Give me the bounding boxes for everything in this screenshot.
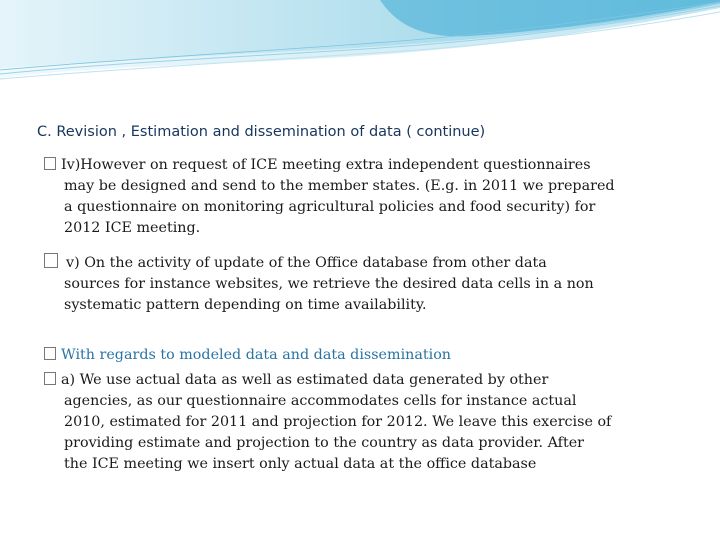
paragraph-a (44, 370, 694, 475)
slide-title: C. Revision , Estimation and dissemination of data ( continue) (37, 124, 486, 140)
checkbox-bullet-icon (44, 372, 56, 385)
paragraph-line: 2012 ICE meeting. (64, 220, 201, 236)
paragraph-line: the ICE meeting we insert only actual data at the office database (64, 456, 537, 472)
paragraph-line: Iv)However on request of ICE meeting extra independent questionnaires (44, 155, 694, 176)
paragraph-line: may be designed and send to the member states. (E.g. in 2011 we prepared (64, 178, 615, 194)
paragraph-line: With regards to modeled data and data dissemination (44, 345, 694, 366)
paragraph-line: 2010, estimated for 2011 and projection for 2012. We leave this exercise of (64, 414, 612, 430)
paragraph-line: v) On the activity of update of the Office database from other data (44, 253, 694, 274)
paragraph-line: agencies, as our questionnaire accommodates cells for instance actual (64, 393, 577, 409)
checkbox-bullet-icon (44, 347, 56, 360)
paragraph-iv (44, 155, 694, 239)
paragraph-line: systematic pattern depending on time availability. (64, 297, 427, 313)
paragraph-line: a) We use actual data as well as estimated data generated by other (44, 370, 694, 391)
paragraph-line: a questionnaire on monitoring agricultural policies and food security) for (64, 199, 596, 215)
paragraph-modeled-data (44, 345, 694, 366)
paragraph-line: providing estimate and projection to the country as data provider. After (64, 435, 585, 451)
checkbox-bullet-icon (44, 157, 56, 170)
paragraph-v (44, 253, 694, 316)
decorative-wave-banner (0, 0, 720, 90)
paragraph-line: sources for instance websites, we retrieve the desired data cells in a non (64, 276, 594, 292)
checkbox-bullet-icon (44, 253, 58, 268)
